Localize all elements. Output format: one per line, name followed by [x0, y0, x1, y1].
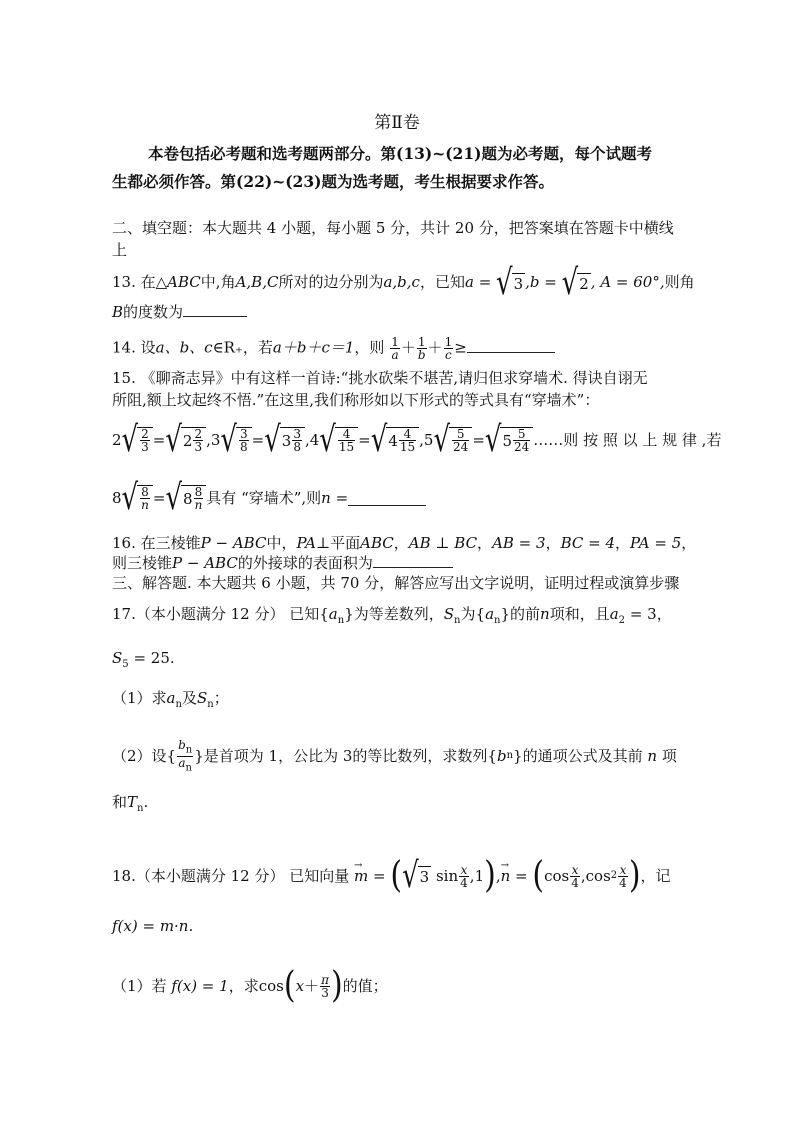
question-14: 14. 设a、b、c∈R₊，若a＋b＋c＝1，则 $\frac{1}{a}$ ＋ $\frac{1}{b}$ ＋ $\frac{1}{c}$ ≥: [112, 336, 555, 361]
fill-in-heading-1: 二、填空题：本大题共 4 小题，每小题 5 分，共计 20 分，把答案填在答题卡中横线: [112, 219, 674, 237]
sqrt-2: √ 2: [561, 262, 589, 304]
answer-blank-15[interactable]: [348, 491, 426, 506]
question-15-formula: 2 √ $\frac{2}{3}$ = √ 2 $\frac{2}{3}$ ,3 √ $\frac{3}{8}$ = √ 3 $\frac{3}{8}$ ,4 √ $\frac{4}{15}$ = √ 4 $\frac{4}{15}$ ,5 √ $\frac{5}{24}$ = √ 5 $\frac{5}{24}$ ……则 按 照 以 上 规 律 ,若: [112, 419, 722, 461]
question-15-line-2: 所阻,额上坟起终不悟.”在这里,我们称形如以下形式的等式具有“穿墙术”：: [112, 391, 600, 409]
question-18-part-1: （1）若 f(x) = 1 ，求 cos ( x ＋ $\frac{\pi}{3}$ ) 的值；: [112, 964, 388, 1007]
question-17-part-1: （1）求$a_n$及$S_n$；: [112, 689, 229, 710]
question-15-line-4: 8 √ $\frac{8}{n}$ = √ 8 $\frac{8}{n}$ 具有 “穿墙术”,则 n =: [112, 478, 426, 518]
question-15-line-1: 15. 《聊斋志异》中有这样一首诗:“挑水砍柴不堪苦,请归但求穿墙术. 得诀自诩无: [112, 369, 648, 387]
question-18-line-2: f(x) = m·n.: [112, 917, 194, 935]
question-13: 13. 在△ABC中,角A,B,C所对的边分别为a,b,c，已知a = √ 3 ,b = √ 2 , A = 60°,则角: [112, 262, 695, 304]
sqrt-3: √ 3: [496, 262, 524, 304]
question-13-line-2: B的度数为: [112, 302, 247, 322]
answer-blank-14[interactable]: [467, 338, 555, 353]
question-18-line-1: 18.（本小题满分 12 分） 已知向量 → m = ( √ 3 sin $\frac{x}{4}$ ,1 ) , → n = ( cos $\frac{x}{4}$ ,cos 2 $\frac{x}{4}$ ) ，记: [112, 856, 671, 896]
fill-in-heading-2: 上: [112, 241, 128, 259]
answer-heading: 三、解答题. 本大题共 6 小题，共 70 分，解答应写出文字说明，证明过程或演算步骤: [112, 574, 680, 592]
question-17-part-2: （2）设 { $\frac{b_n}{a_n}$ } 是首项为 1，公比为 3的等比数列，求数列 { b n } 的通项公式及其前 n 项: [112, 738, 677, 773]
answer-blank-13[interactable]: [183, 302, 247, 317]
question-17-part-2-line-2: 和$T_n$.: [112, 793, 149, 814]
answer-blank-16[interactable]: [373, 553, 453, 568]
intro-line-1: 本卷包括必考题和选考题两部分。第(13)~(21)题为必考题，每个试题考: [148, 144, 652, 163]
question-16-line-1: 16. 在三棱锥P − ABC中，PA⊥平面ABC，AB ⊥ BC，AB = 3，BC = 4，PA = 5，: [112, 534, 697, 552]
question-17-line-2: $S_5 = 25$.: [112, 649, 175, 670]
section-title: 第Ⅱ卷: [374, 113, 420, 133]
question-17-line-1: 17.（本小题满分 12 分） 已知$\{a_n\}$为等差数列，$S_n$为$\{a_n\}$的前n项和，且$a_2 = 3$，: [112, 605, 672, 626]
question-16-line-2: 则三棱锥P − ABC的外接球的表面积为: [112, 553, 453, 573]
intro-line-2: 生都必须作答。第(22)~(23)题为选考题，考生根据要求作答。: [112, 172, 554, 191]
